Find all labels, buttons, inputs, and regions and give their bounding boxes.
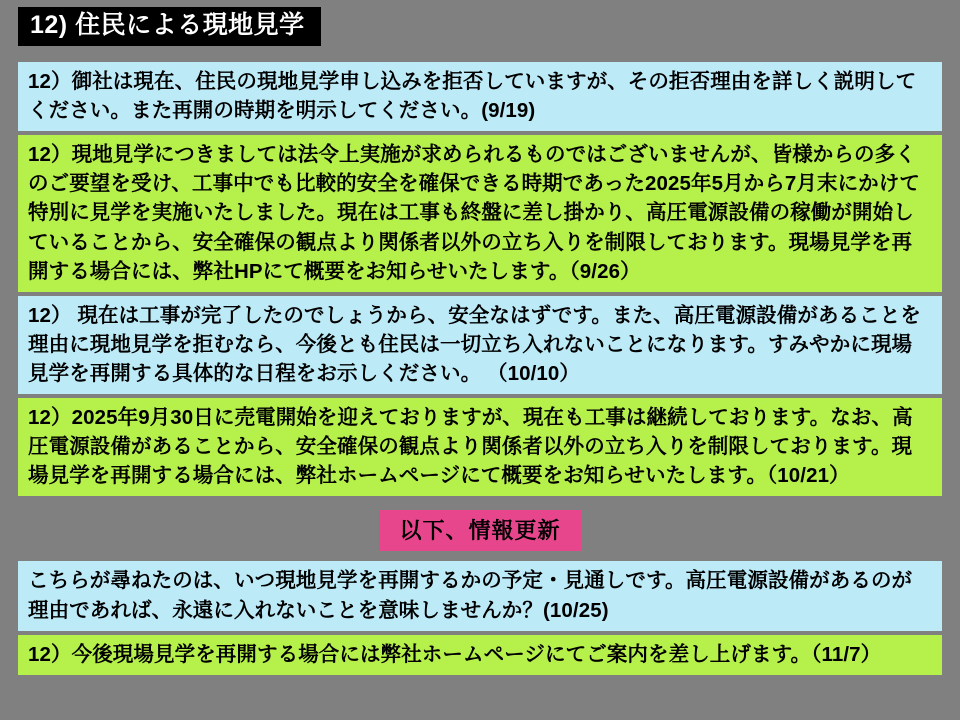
answer-block-3: 12）今後現場見学を再開する場合には弊社ホームページにてご案内を差し上げます。（11/7）	[18, 635, 942, 675]
page-title: 12) 住民による現地見学	[18, 7, 321, 46]
qa-list	[18, 62, 942, 679]
question-block-1: 12）御社は現在、住民の現地見学申し込みを拒否していますが、その拒否理由を詳しく説明してください。また再開の時期を明示してください。(9/19)	[18, 62, 942, 131]
question-block-2: 12） 現在は工事が完了したのでしょうから、安全なはずです。また、高圧電源設備があることを理由に現地見学を拒むなら、今後とも住民は一切立ち入れないことになります。すみやかに現場見学を再開する具体的な日程をお示しください。 （10/10）	[18, 296, 942, 394]
update-divider	[18, 510, 942, 551]
question-block-3: こちらが尋ねたのは、いつ現地見学を再開するかの予定・見通しです。高圧電源設備があるのが理由であれば、永遠に入れないことを意味しませんか？(10/25)	[18, 561, 942, 630]
answer-block-2: 12）2025年9月30日に売電開始を迎えておりますが、現在も工事は継続しております。なお、高圧電源設備があることから、安全確保の観点より関係者以外の立ち入りを制限しております。現場見学を再開する場合には、弊社ホームページにて概要をお知らせいたします。（10/21）	[18, 398, 942, 496]
update-divider-label: 以下、情報更新	[379, 510, 580, 551]
answer-block-1: 12）現地見学につきましては法令上実施が求められるものではございませんが、皆様からの多くのご要望を受け、工事中でも比較的安全を確保できる時期であった2025年5月から7月末にかけて特別に見学を実施いたしました。現在は工事も終盤に差し掛かり、高圧電源設備の稼働が開始していることから、安全確保の観点より関係者以外の立ち入りを制限しております。現場見学を再開する場合には、弊社HPにて概要をお知らせいたします。（9/26）	[18, 135, 942, 292]
